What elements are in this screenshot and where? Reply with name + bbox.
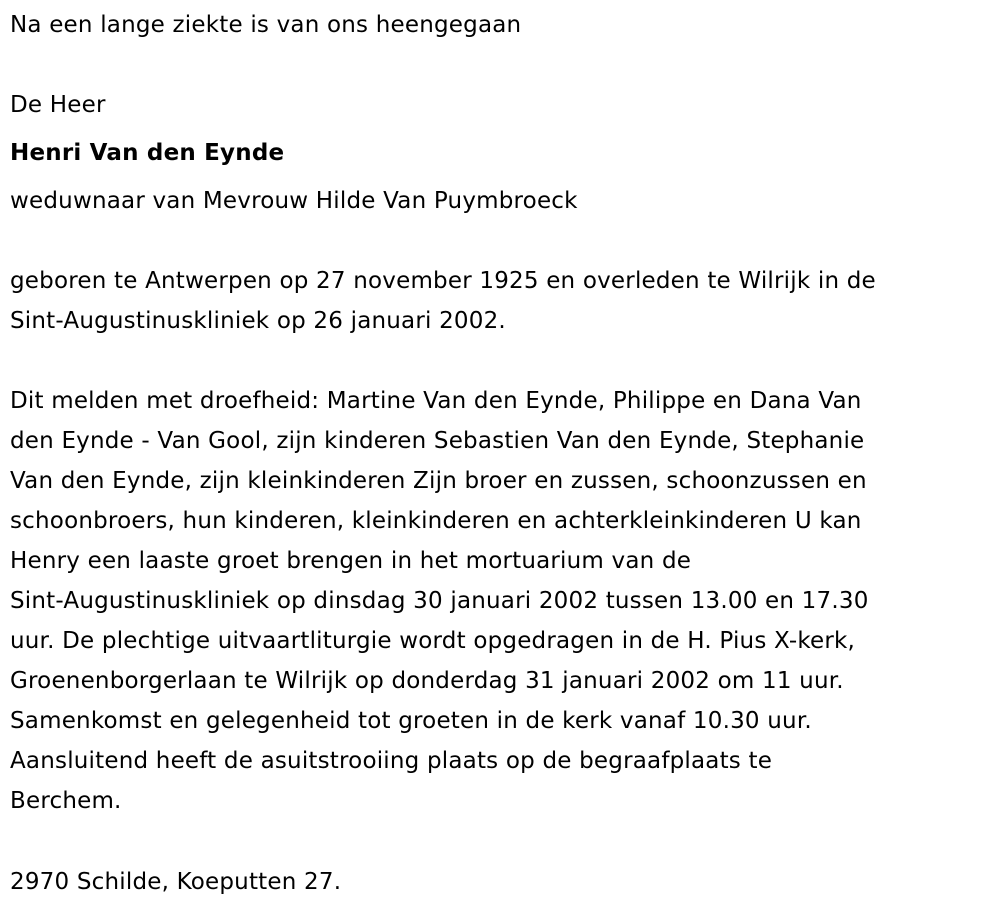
paragraph-line: geboren te Antwerpen op 27 november 1925 en overleden te Wilrijk in de [10,268,876,294]
paragraph-line: den Eynde - Van Gool, zijn kinderen Sebastien Van den Eynde, Stephanie [10,428,865,454]
paragraph-line: Samenkomst en gelegenheid tot groeten in de kerk vanaf 10.30 uur. [10,708,812,734]
paragraph-line: Henry een laaste groet brengen in het mortuarium van de [10,548,692,574]
paragraph-line: Sint-Augustinuskliniek op dinsdag 30 januari 2002 tussen 13.00 en 17.30 [10,588,869,614]
paragraph-line: Berchem. [10,788,122,814]
paragraph-line: Dit melden met droefheid: Martine Van den Eynde, Philippe en Dana Van [10,388,862,414]
paragraph-line: Groenenborgerlaan te Wilrijk op donderdag 31 januari 2002 om 11 uur. [10,668,844,694]
birth-death-paragraph [10,261,995,341]
widower-of: weduwnaar van Mevrouw Hilde Van Puymbroeck [10,188,578,214]
paragraph-line: uur. De plechtige uitvaartliturgie wordt opgedragen in de H. Pius X-kerk, [10,628,856,654]
announcement-paragraph [10,381,995,821]
salutation: De Heer [10,92,106,118]
deceased-name: Henri Van den Eynde [10,140,285,166]
paragraph-line: Van den Eynde, zijn kleinkinderen Zijn broer en zussen, schoonzussen en [10,468,867,494]
paragraph-line: Sint-Augustinuskliniek op 26 januari 2002. [10,308,506,334]
intro-text: Na een lange ziekte is van ons heengegaan [10,12,522,38]
address: 2970 Schilde, Koeputten 27. [10,869,342,895]
paragraph-line: schoonbroers, hun kinderen, kleinkinderen en achterkleinkinderen U kan [10,508,862,534]
paragraph-line: Aansluitend heeft de asuitstrooiing plaats op de begraafplaats te [10,748,773,774]
